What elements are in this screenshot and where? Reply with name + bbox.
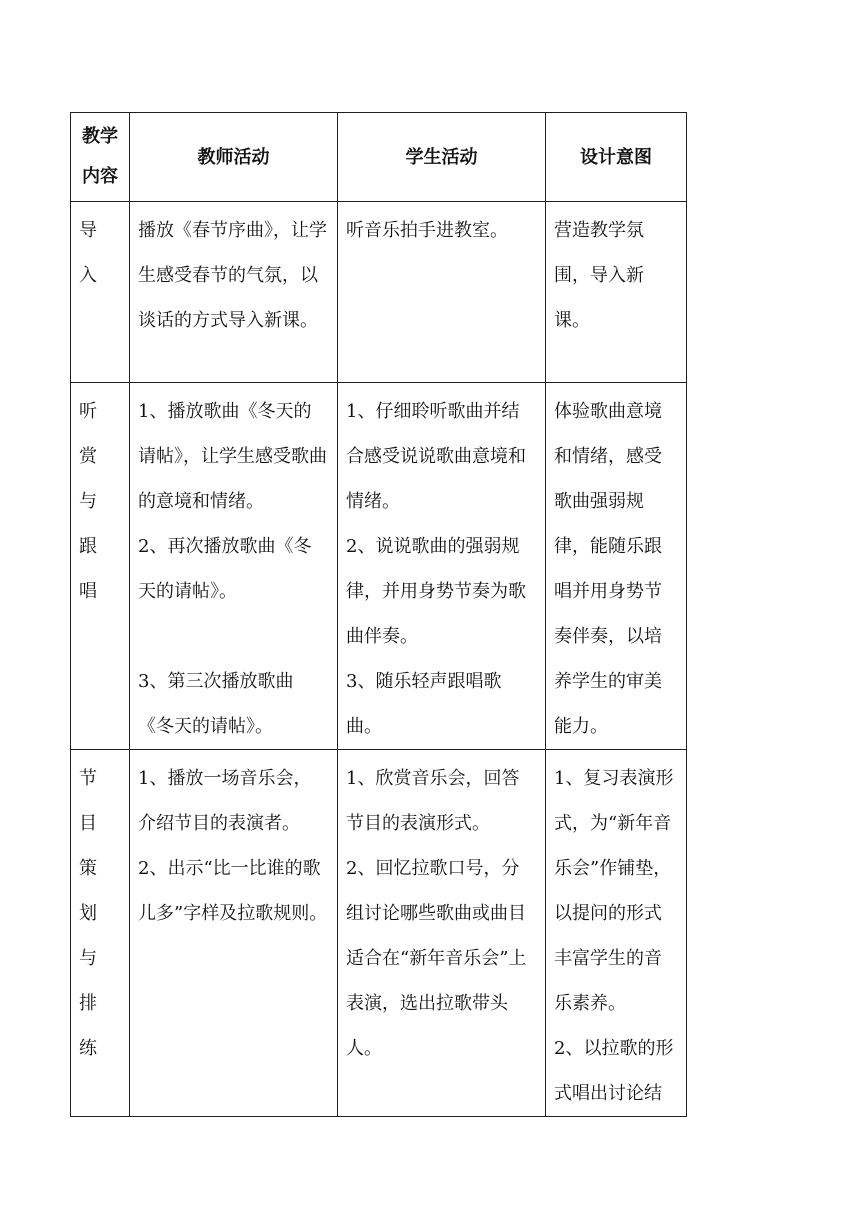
teacher-paragraph: 1、播放一场音乐会，介绍节目的表演者。 (138, 768, 312, 834)
intent-paragraph: 体验歌曲意境和情绪，感受歌曲强弱规律，能随乐跟唱并用身势节奏伴奏，以培养学生的审美能力。 (554, 401, 662, 737)
header-teaching-content: 教学内容 (71, 113, 130, 202)
teacher-paragraph: 2、出示“比一比谁的歌儿多”字样及拉歌规则。 (138, 858, 328, 924)
cell-intent (546, 383, 687, 750)
teacher-paragraph: 2、再次播放歌曲《冬天的请帖》。 (138, 536, 312, 602)
cell-teacher (130, 383, 338, 750)
table-row-listen-sing (71, 383, 687, 750)
student-paragraph: 3、随乐轻声跟唱歌曲。 (346, 671, 502, 737)
student-paragraph: 1、欣赏音乐会，回答节目的表演形式。 (346, 768, 520, 834)
cell-intent (546, 202, 687, 383)
cell-student (338, 202, 546, 383)
cell-student (338, 750, 546, 1117)
cell-intent (546, 750, 687, 1117)
cell-teacher (130, 202, 338, 383)
intent-paragraph: 营造教学氛围，导入新课。 (554, 220, 644, 331)
teacher-paragraph: 1、播放歌曲《冬天的请帖》，让学生感受歌曲的意境和情绪。 (138, 401, 327, 512)
header-student-activity: 学生活动 (338, 113, 546, 202)
teacher-paragraph: 播放《春节序曲》，让学生感受春节的气氛，以谈话的方式导入新课。 (138, 220, 327, 331)
table-header-row (71, 113, 687, 202)
cell-topic: 听赏与跟唱 (71, 383, 130, 750)
header-teacher-activity: 教师活动 (130, 113, 338, 202)
lesson-plan-table (70, 112, 687, 1117)
cell-topic: 导入 (71, 202, 130, 383)
student-paragraph: 听音乐拍手进教室。 (346, 220, 508, 241)
student-paragraph: 2、说说歌曲的强弱规律，并用身势节奏为歌曲伴奏。 (346, 536, 526, 647)
intent-paragraph: 2、以拉歌的形式唱出讨论结 (554, 1038, 674, 1104)
paragraph-gap (138, 614, 329, 659)
cell-student (338, 383, 546, 750)
cell-teacher (130, 750, 338, 1117)
student-paragraph: 2、回忆拉歌口号，分组讨论哪些歌曲或曲目适合在“新年音乐会”上表演，选出拉歌带头人。 (346, 858, 527, 1059)
header-design-intent: 设计意图 (546, 113, 687, 202)
intent-paragraph: 1、复习表演形式，为“新年音乐会”作铺垫，以提问的形式丰富学生的音乐素养。 (554, 768, 674, 1014)
student-paragraph: 1、仔细聆听歌曲并结合感受说说歌曲意境和情绪。 (346, 401, 526, 512)
teacher-paragraph: 3、第三次播放歌曲《冬天的请帖》。 (138, 671, 294, 737)
table-row-program-planning (71, 750, 687, 1117)
table-row-intro (71, 202, 687, 383)
cell-topic: 节目策划与排练 (71, 750, 130, 1117)
